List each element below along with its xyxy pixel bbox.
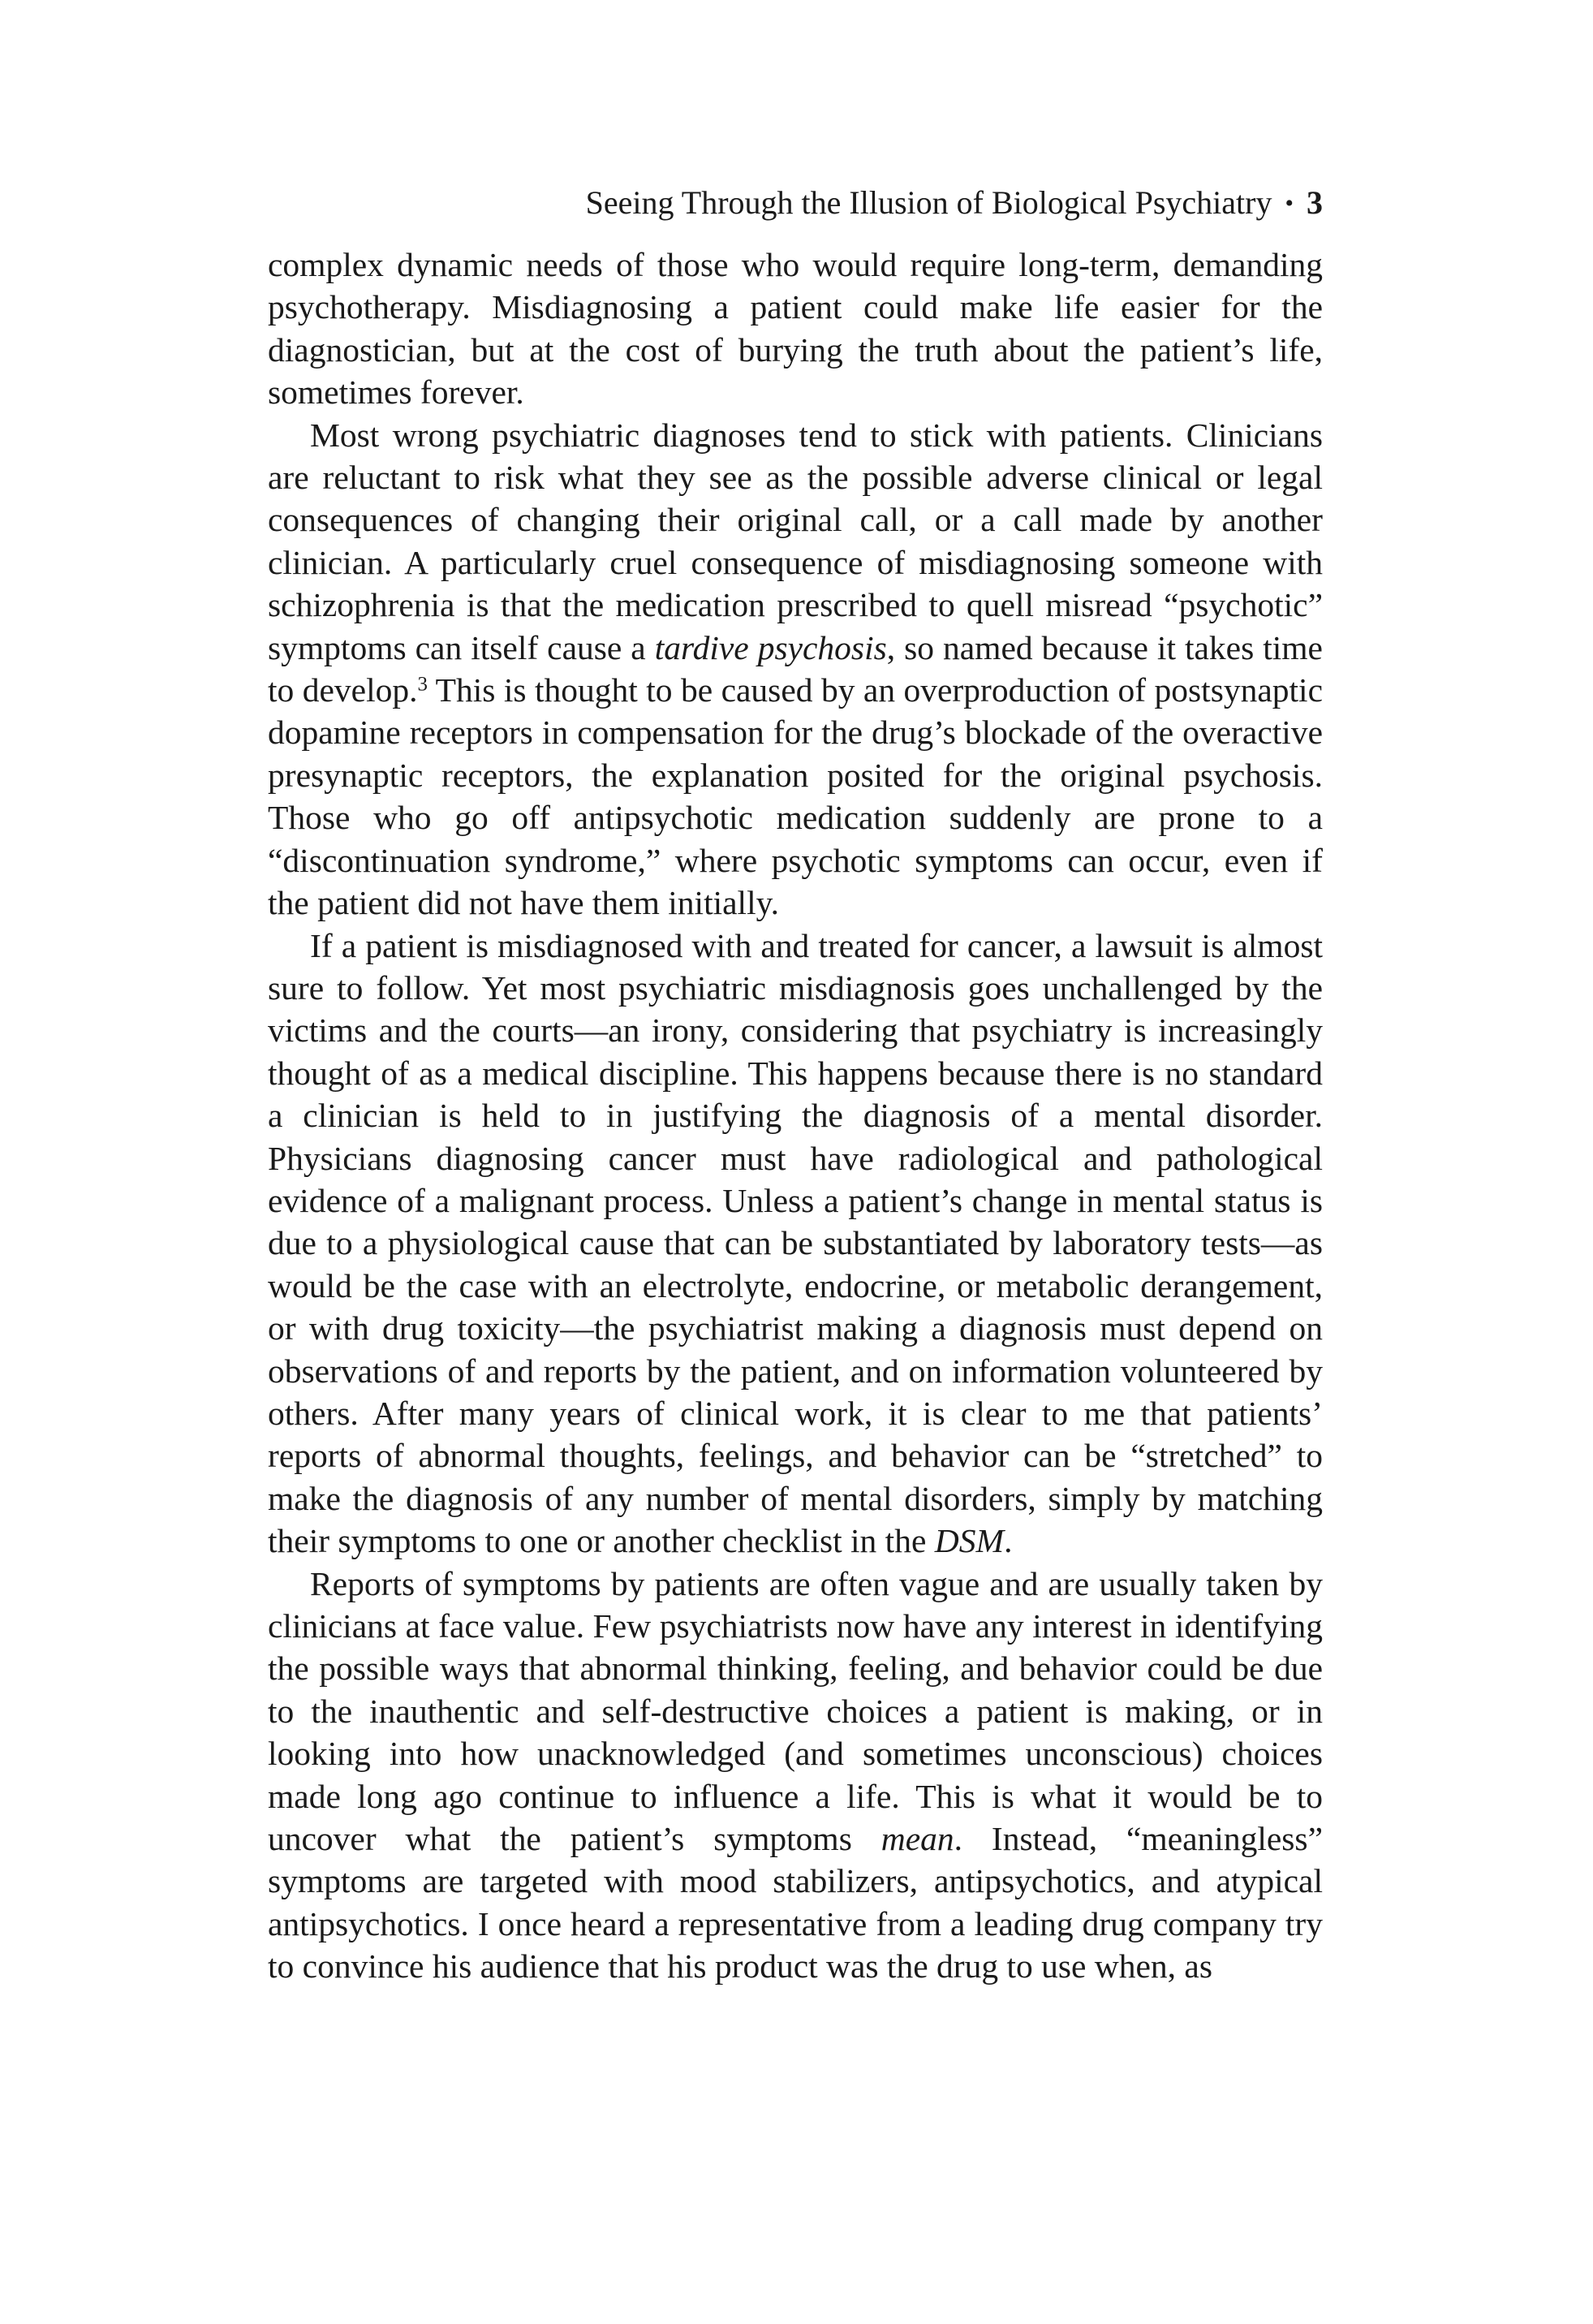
paragraph-4-text-b: . Instead, “meaningless” symptoms are targeted with mood stabilizers, antipsychotics, and atypical antipsychotics. I once heard a representative from a leading drug company try to convince his audience that his product was the drug to use when, as <box>268 1820 1324 1986</box>
paragraph-4-text-a: Reports of symptoms by patients are often vague and are usually taken by clinicians at face value. Few psychiatrists now have any interest in identifying the possible ways that abnormal thinking, feeling, and behavior could be due to the inauthentic and self-destructive choices a patient is making, or in looking into how unacknowledged (and sometimes unconscious) choices made long ago continue to influence a life. This is what it would be to uncover what the patient’s symptoms <box>268 1564 1323 1858</box>
footnote-marker: 3 <box>417 673 428 696</box>
book-page <box>268 0 1323 2324</box>
header-separator: • <box>1285 190 1294 217</box>
paragraph-2-text-b: , so named because it takes time to develop. <box>268 628 1323 709</box>
body-text <box>268 244 1323 1988</box>
page-number: 3 <box>1307 184 1323 221</box>
paragraph-2 <box>268 414 1323 925</box>
paragraph-3-text-a: If a patient is misdiagnosed with and treated for cancer, a lawsuit is almost sure to follow. Yet most psychiatric misdiagnosis goes unchallenged by the victims and the courts—an irony, considering that psychiatry is increasingly thought of as a medical discipline. This happens because there is no standard a clinician is held to in justifying the diagnosis of a mental disorder. Physicians diagnosing cancer must have radiological and pathological evidence of a malignant process. Unless a patient’s change in mental status is due to a physiological cause that can be substantiated by laboratory tests—as would be the case with an electrolyte, endocrine, or metabolic derangement, or with drug toxicity—the psychiatrist making a diagnosis must depend on observations of and reports by the patient, and on information volunteered by others. After many years of clinical work, it is clear to me that patients’ reports of abnormal thoughts, feelings, and behavior can be “stretched” to make the diagnosis of any number of mental disorders, simply by matching their symptoms to one or another checklist in the <box>268 926 1323 1560</box>
paragraph-4 <box>268 1563 1323 1988</box>
paragraph-1-text: complex dynamic needs of those who would require long-term, demanding psychotherapy. Misdiagnosing a patient could make life easier for the diagnostician, but at the cost of burying the truth about the patient’s life, sometimes forever. <box>268 246 1323 412</box>
paragraph-3-emphasis: DSM <box>934 1522 1005 1560</box>
paragraph-3 <box>268 925 1323 1563</box>
running-title: Seeing Through the Illusion of Biological Psychiatry <box>585 184 1272 221</box>
paragraph-1 <box>268 244 1323 414</box>
paragraph-2-emphasis: tardive psychosis <box>654 628 887 666</box>
paragraph-2-text-c: This is thought to be caused by an overproduction of postsynaptic dopamine receptors in compensation for the drug’s blockade of the overactive presynaptic receptors, the explanation posited for the original psychosis. Those who go off antipsychotic medication suddenly are prone to a “discontinuation syndrome,” where psychotic symptoms can occur, even if the patient did not have them initially. <box>268 671 1324 922</box>
paragraph-3-text-b: . <box>1004 1522 1013 1560</box>
paragraph-4-emphasis: mean <box>880 1820 954 1858</box>
running-header <box>586 180 1323 226</box>
paragraph-2-text-a: Most wrong psychiatric diagnoses tend to stick with patients. Clinicians are reluctant to risk what they see as the possible adverse clinical or legal consequences of changing their original call, or a call made by another clinician. A particularly cruel consequence of misdiagnosing someone with schizophrenia is that the medication prescribed to quell misread “psychotic” symptoms can itself cause a <box>268 416 1323 666</box>
